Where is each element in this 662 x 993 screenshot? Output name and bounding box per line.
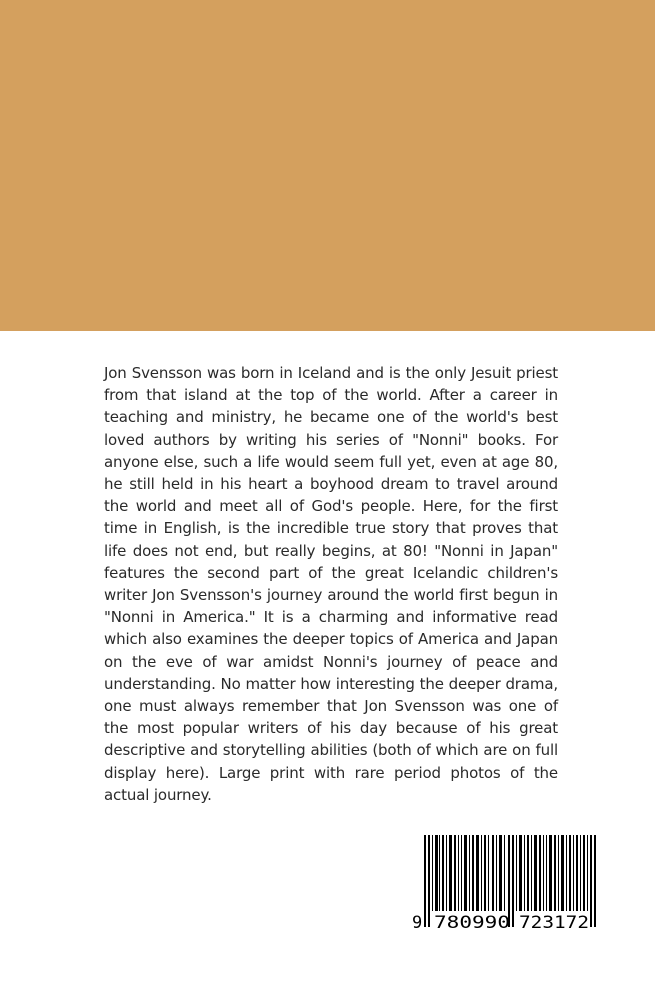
barcode-bar — [499, 835, 502, 911]
barcode-bar — [580, 835, 581, 911]
barcode-bar — [458, 835, 459, 911]
barcode-bar — [432, 835, 433, 911]
barcode-right-digits: 723172 — [519, 913, 589, 931]
barcode-bar — [446, 835, 447, 911]
barcode-guard-bar — [424, 835, 426, 927]
barcode-graphic — [408, 835, 596, 931]
barcode-bar — [461, 835, 462, 911]
barcode-bar — [566, 835, 567, 911]
barcode-bar — [504, 835, 505, 911]
barcode-bar — [481, 835, 482, 911]
barcode-guard-bar — [590, 835, 592, 927]
barcode-bar — [464, 835, 467, 911]
isbn-barcode — [408, 835, 596, 931]
barcode-bar — [454, 835, 456, 911]
barcode-bar — [561, 835, 564, 911]
barcode-bar — [527, 835, 529, 911]
barcode-bar — [539, 835, 541, 911]
barcode-bar — [488, 835, 489, 911]
barcode-bar — [524, 835, 525, 911]
barcode-guard-bar — [512, 835, 514, 927]
back-cover-blurb: Jon Svensson was born in Iceland and is the only Jesuit priest from that island at the top of the world. After a career in teaching and ministry, he became one of the world's best loved authors by writing his series of "Nonni" books. For anyone else, such a life would seem full yet, even at age 80, he still held in his heart a boyhood dream to travel around the world and meet all of God's people. Here, for the first time in English, is the incredible true story that proves that life does not end, but really begins, at 80! "Nonni in Japan" features the second part of the great Icelandic children's writer Jon Svensson's journey around the world first begun in "Nonni in America." It is a charming and informative read which also examines the deeper topics of America and Japan on the eve of war amidst Nonni's journey of peace and understanding. No matter how interesting the deeper drama, one must always remember that Jon Svensson was one of the most popular writers of his day because of his great descriptive and storytelling abilities (both of which are on full display here). Large print with rare period photos of the actual journey. — [104, 364, 558, 804]
barcode-bar — [435, 835, 438, 911]
barcode-bar — [476, 835, 479, 911]
barcode-bar — [449, 835, 452, 911]
barcode-left-digits: 780990 — [434, 913, 510, 931]
barcode-bar — [519, 835, 522, 911]
barcode-bar — [549, 835, 552, 911]
barcode-bar — [492, 835, 494, 911]
barcode-bar — [472, 835, 474, 911]
barcode-bar — [587, 835, 588, 911]
barcode-guard-bar — [428, 835, 430, 927]
barcode-bar — [531, 835, 532, 911]
barcode-bar — [534, 835, 537, 911]
barcode-guard-bar — [594, 835, 596, 927]
barcode-bar — [576, 835, 578, 911]
barcode-bar — [469, 835, 470, 911]
barcode-bar — [496, 835, 497, 911]
page-edge — [655, 0, 662, 993]
barcode-bar — [583, 835, 585, 911]
barcode-bar — [554, 835, 556, 911]
barcode-bar — [569, 835, 571, 911]
barcode-bar — [516, 835, 517, 911]
barcode-bar — [439, 835, 440, 911]
cover-color-band — [0, 0, 655, 331]
barcode-bar — [442, 835, 444, 911]
barcode-bar — [484, 835, 486, 911]
barcode-bar — [546, 835, 547, 911]
barcode-bar — [543, 835, 544, 911]
barcode-prefix-digit: 9 — [412, 913, 423, 931]
barcode-bar — [573, 835, 574, 911]
barcode-bar — [558, 835, 559, 911]
